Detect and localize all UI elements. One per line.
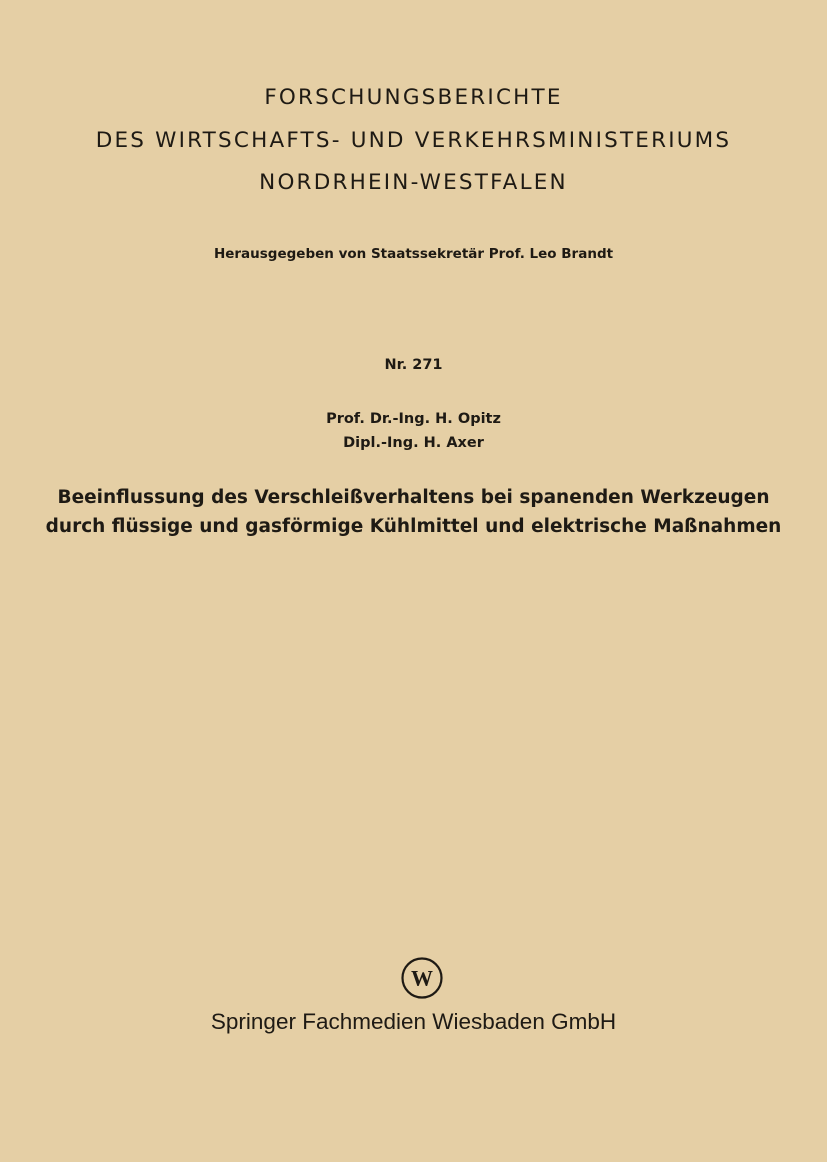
series-title-line-1: FORSCHUNGSBERICHTE [264,85,563,110]
publisher-logo-icon [400,956,444,1000]
series-title-line-2: DES WIRTSCHAFTS- UND VERKEHRSMINISTERIUMS [95,128,732,153]
book-title-line-2: durch flüssige und gasförmige Kühlmittel und elektrische Maßnahmen [45,516,782,537]
editor-line: Herausgegeben von Staatssekretär Prof. Leo Brandt [213,246,614,262]
book-title-line-1: Beeinflussung des Verschleißverhaltens bei spanenden Werkzeugen [57,487,770,508]
publisher-logo-letter: W [411,965,433,991]
author-2: Dipl.-Ing. H. Axer [343,435,484,451]
series-title-line-3: NORDRHEIN-WESTFALEN [259,170,568,195]
author-1: Prof. Dr.-Ing. H. Opitz [326,411,501,427]
publisher-name: Springer Fachmedien Wiesbaden GmbH [210,1009,617,1034]
volume-number: Nr. 271 [384,357,443,373]
